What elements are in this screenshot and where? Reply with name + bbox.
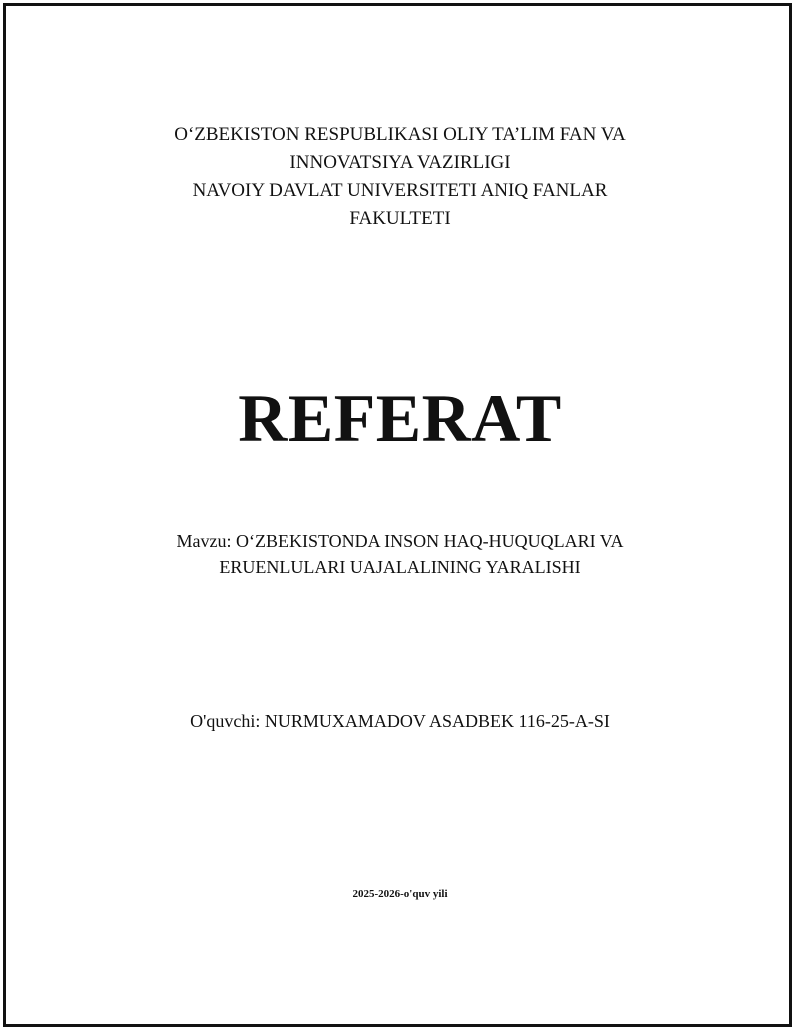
document-title: REFERAT xyxy=(238,380,562,456)
header-line-4: FAKULTETI xyxy=(349,208,451,229)
header-line-1: O‘ZBEKISTON RESPUBLIKASI OLIY TA’LIM FAN VA xyxy=(174,124,626,145)
academic-year: 2025-2026-o'quv yili xyxy=(352,888,448,900)
header-line-3: NAVOIY DAVLAT UNIVERSITETI ANIQ FANLAR xyxy=(192,180,608,201)
topic-line-1: Mavzu: O‘ZBEKISTONDA INSON HAQ-HUQUQLARI VA xyxy=(176,531,624,551)
header-line-2: INNOVATSIYA VAZIRLIGI xyxy=(289,152,511,173)
topic-line-2: ERUENLULARI UAJALALINING YARALISHI xyxy=(219,557,581,577)
student-info: O'quvchi: NURMUXAMADOV ASADBEK 116-25-A-SI xyxy=(190,711,610,731)
topic xyxy=(0,528,800,580)
institution-header xyxy=(0,121,800,233)
